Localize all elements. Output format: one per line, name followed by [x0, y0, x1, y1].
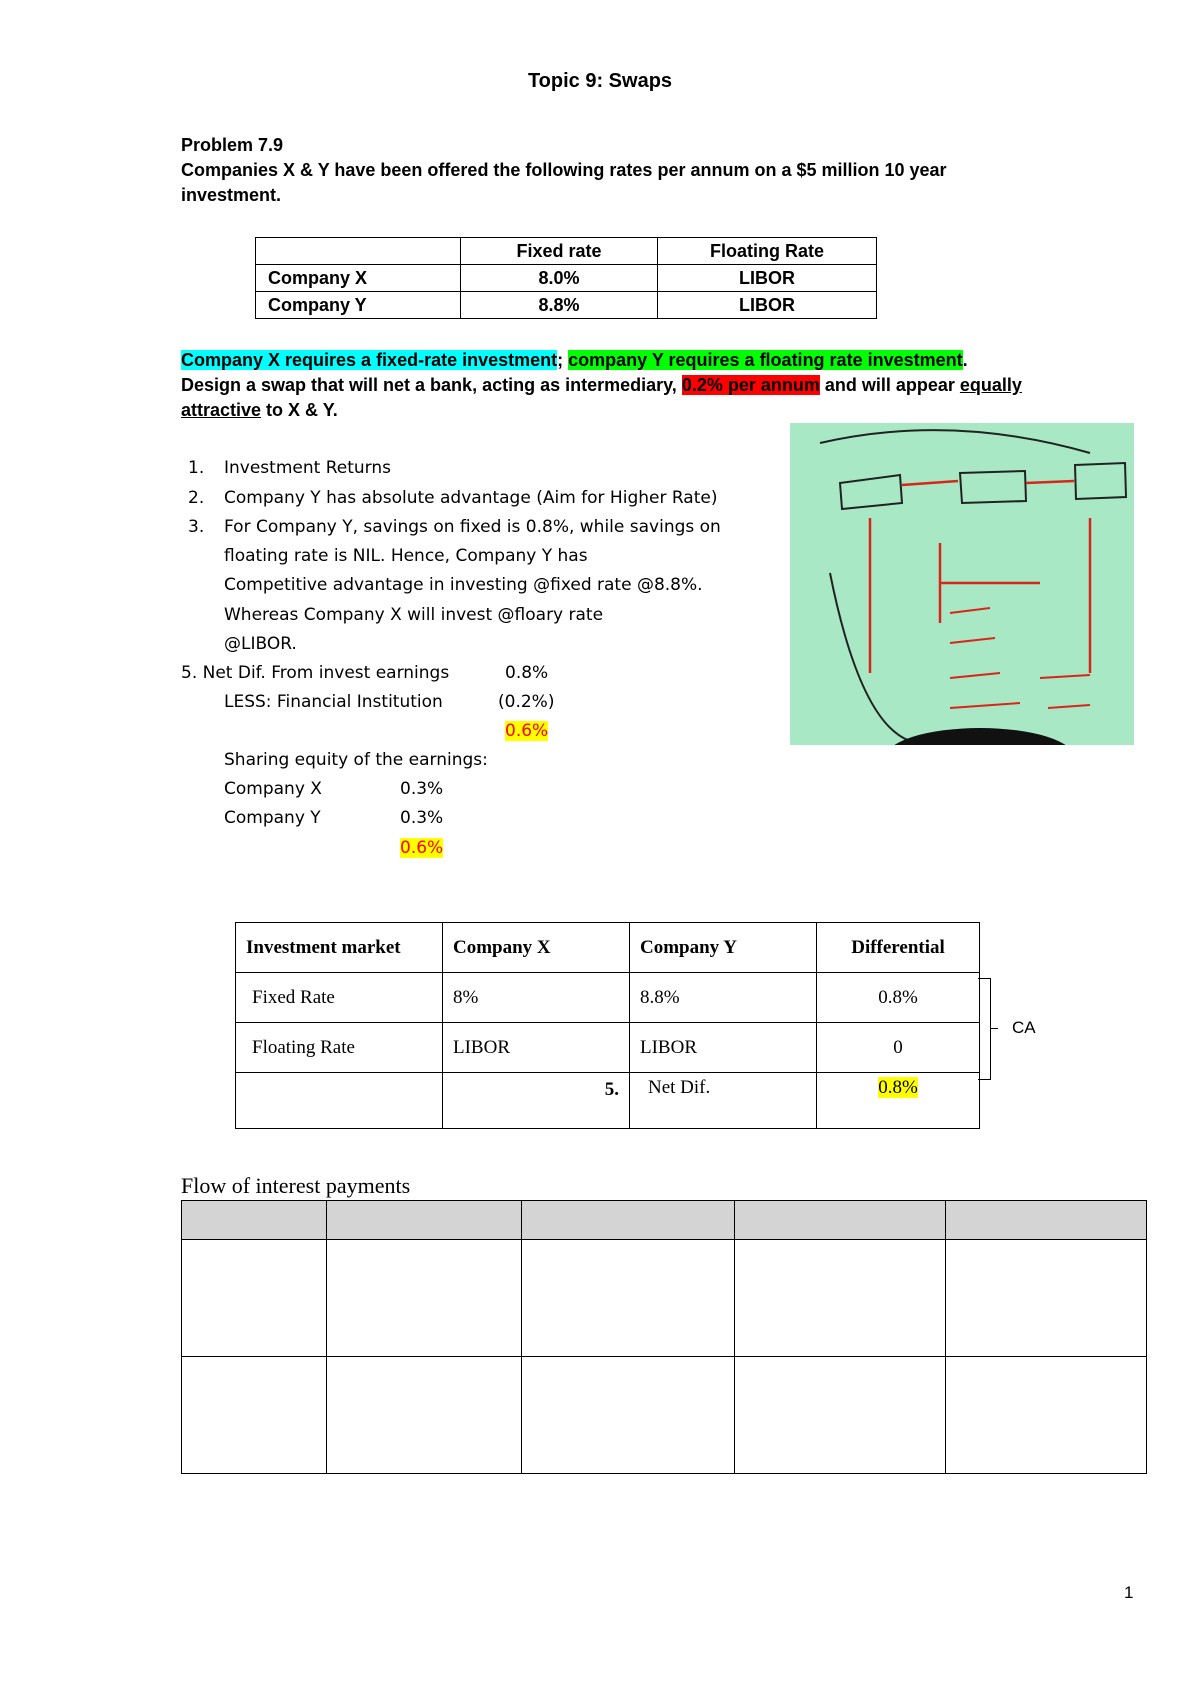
- sketch-box: [840, 475, 902, 509]
- flow-row: [182, 1357, 1147, 1474]
- share-x-value: 0.3%: [400, 779, 444, 799]
- design-text: Design a swap that will net a bank, acting as intermediary,: [181, 375, 677, 395]
- list-number: 2.: [188, 488, 205, 508]
- flow-header-cell: [735, 1201, 946, 1240]
- header-cell: Company X: [443, 923, 630, 973]
- sharing-label: Sharing equity of the earnings:: [224, 750, 488, 770]
- ca-brace-tick: [990, 1028, 998, 1029]
- table-row: [256, 292, 877, 319]
- list-text: For Company Y, savings on fixed is 0.8%, while savings on: [224, 517, 721, 537]
- flow-cell: [735, 1240, 946, 1357]
- table-cell: [236, 1073, 443, 1129]
- header-cell: Differential: [817, 923, 980, 973]
- table-row: [236, 973, 980, 1023]
- list-item: [188, 517, 721, 537]
- table-cell: 0.8%: [817, 973, 980, 1023]
- flow-row: [182, 1240, 1147, 1357]
- list-number: 3.: [188, 517, 205, 537]
- net-dif-cell: [817, 1073, 980, 1129]
- sketch-curve: [820, 430, 1090, 453]
- design-line-1: [181, 375, 1022, 396]
- sketch-shadow: [885, 728, 1075, 745]
- table-cell: 8.8%: [461, 292, 658, 319]
- table-row: [236, 1023, 980, 1073]
- table-row: [236, 1073, 980, 1129]
- list-number: 1.: [188, 458, 205, 478]
- design-line-2: [181, 400, 338, 421]
- page-number: 1: [1124, 1583, 1134, 1602]
- requirements-line: [181, 350, 968, 371]
- flow-header-cell: [327, 1201, 522, 1240]
- sketch-box: [1075, 463, 1126, 499]
- list-item: [188, 458, 391, 478]
- header-cell: Floating Rate: [658, 238, 877, 265]
- flow-cell: [182, 1357, 327, 1474]
- table-cell: 8.8%: [630, 973, 817, 1023]
- equally-underlined: equally: [959, 375, 1022, 395]
- company-x-requirement: Company X requires a fixed-rate investment: [181, 350, 558, 370]
- investment-market-table: [235, 922, 980, 1129]
- net-dif-number: 5.: [443, 1073, 630, 1129]
- ca-brace: [978, 978, 991, 1080]
- share-x-label: Company X: [224, 779, 322, 799]
- flow-header-cell: [522, 1201, 735, 1240]
- less-label: LESS: Financial Institution: [224, 692, 443, 712]
- sketch-notes: [1040, 675, 1090, 708]
- list-continuation: @LIBOR.: [224, 634, 297, 654]
- table-cell: LIBOR: [630, 1023, 817, 1073]
- sketch-lines: [940, 543, 1040, 623]
- flow-header-cell: [946, 1201, 1147, 1240]
- table-cell: Floating Rate: [236, 1023, 443, 1073]
- header-cell: Fixed rate: [461, 238, 658, 265]
- flow-cell: [182, 1240, 327, 1357]
- whiteboard-photo: [790, 423, 1134, 745]
- table-cell: Company X: [256, 265, 461, 292]
- bank-fee-highlight: 0.2% per annum: [681, 375, 820, 395]
- table-row: [256, 265, 877, 292]
- page-title: Topic 9: Swaps: [527, 70, 673, 92]
- header-cell: Company Y: [630, 923, 817, 973]
- share-total-value: 0.6%: [400, 838, 444, 858]
- header-cell: Investment market: [236, 923, 443, 973]
- table-cell: LIBOR: [658, 292, 877, 319]
- table-cell: LIBOR: [658, 265, 877, 292]
- list-item: [188, 488, 717, 508]
- share-y-value: 0.3%: [400, 808, 444, 828]
- flow-cell: [522, 1240, 735, 1357]
- problem-heading: Problem 7.9: [181, 135, 284, 155]
- rates-table-header: [256, 238, 877, 265]
- list-continuation: Whereas Company X will invest @floary rate: [224, 605, 604, 625]
- table-cell: 0: [817, 1023, 980, 1073]
- table-cell: Fixed Rate: [236, 973, 443, 1023]
- attractive-underlined: attractive: [181, 400, 262, 420]
- sketch-notes: [950, 608, 1020, 708]
- table-cell: 8%: [443, 973, 630, 1023]
- flow-cell: [522, 1357, 735, 1474]
- table-cell: Company Y: [256, 292, 461, 319]
- flow-title: Flow of interest payments: [181, 1173, 411, 1198]
- flow-cell: [327, 1357, 522, 1474]
- rates-table: [255, 237, 877, 319]
- header-cell: [256, 238, 461, 265]
- problem-line-1: Companies X & Y have been offered the following rates per annum on a $5 million 10 year: [181, 160, 947, 180]
- flow-header-cell: [182, 1201, 327, 1240]
- design-text: to X & Y.: [261, 400, 338, 420]
- problem-line-2: investment.: [181, 185, 282, 205]
- whiteboard-sketch: [790, 423, 1134, 745]
- net-dif-label: Net Dif.: [630, 1073, 817, 1129]
- sketch-box: [960, 471, 1026, 503]
- less-value: (0.2%): [498, 692, 555, 712]
- table-cell: LIBOR: [443, 1023, 630, 1073]
- sketch-arrow: [1026, 481, 1074, 483]
- flow-cell: [946, 1240, 1147, 1357]
- period: .: [962, 350, 968, 370]
- separator: ;: [557, 350, 564, 370]
- share-y-label: Company Y: [224, 808, 321, 828]
- flow-cell: [946, 1357, 1147, 1474]
- company-y-requirement: company Y requires a floating rate investment: [568, 350, 963, 370]
- flow-table: [181, 1200, 1147, 1474]
- list-text: Investment Returns: [224, 458, 391, 478]
- ca-label: CA: [1012, 1018, 1036, 1037]
- sketch-arrow: [902, 481, 958, 485]
- table-cell: 8.0%: [461, 265, 658, 292]
- flow-cell: [327, 1240, 522, 1357]
- list-text: Company Y has absolute advantage (Aim for Higher Rate): [224, 488, 718, 508]
- net-dif-value: 0.8%: [878, 1077, 918, 1098]
- net-dif-label: 5. Net Dif. From invest earnings: [181, 663, 450, 683]
- net-dif-value: 0.8%: [505, 663, 549, 683]
- flow-header-row: [182, 1201, 1147, 1240]
- flow-cell: [735, 1357, 946, 1474]
- list-continuation: floating rate is NIL. Hence, Company Y has: [224, 546, 588, 566]
- table-header-row: [236, 923, 980, 973]
- design-text: and will appear: [819, 375, 960, 395]
- list-continuation: Competitive advantage in investing @fixed rate @8.8%.: [224, 575, 703, 595]
- subtotal-value: 0.6%: [505, 721, 549, 741]
